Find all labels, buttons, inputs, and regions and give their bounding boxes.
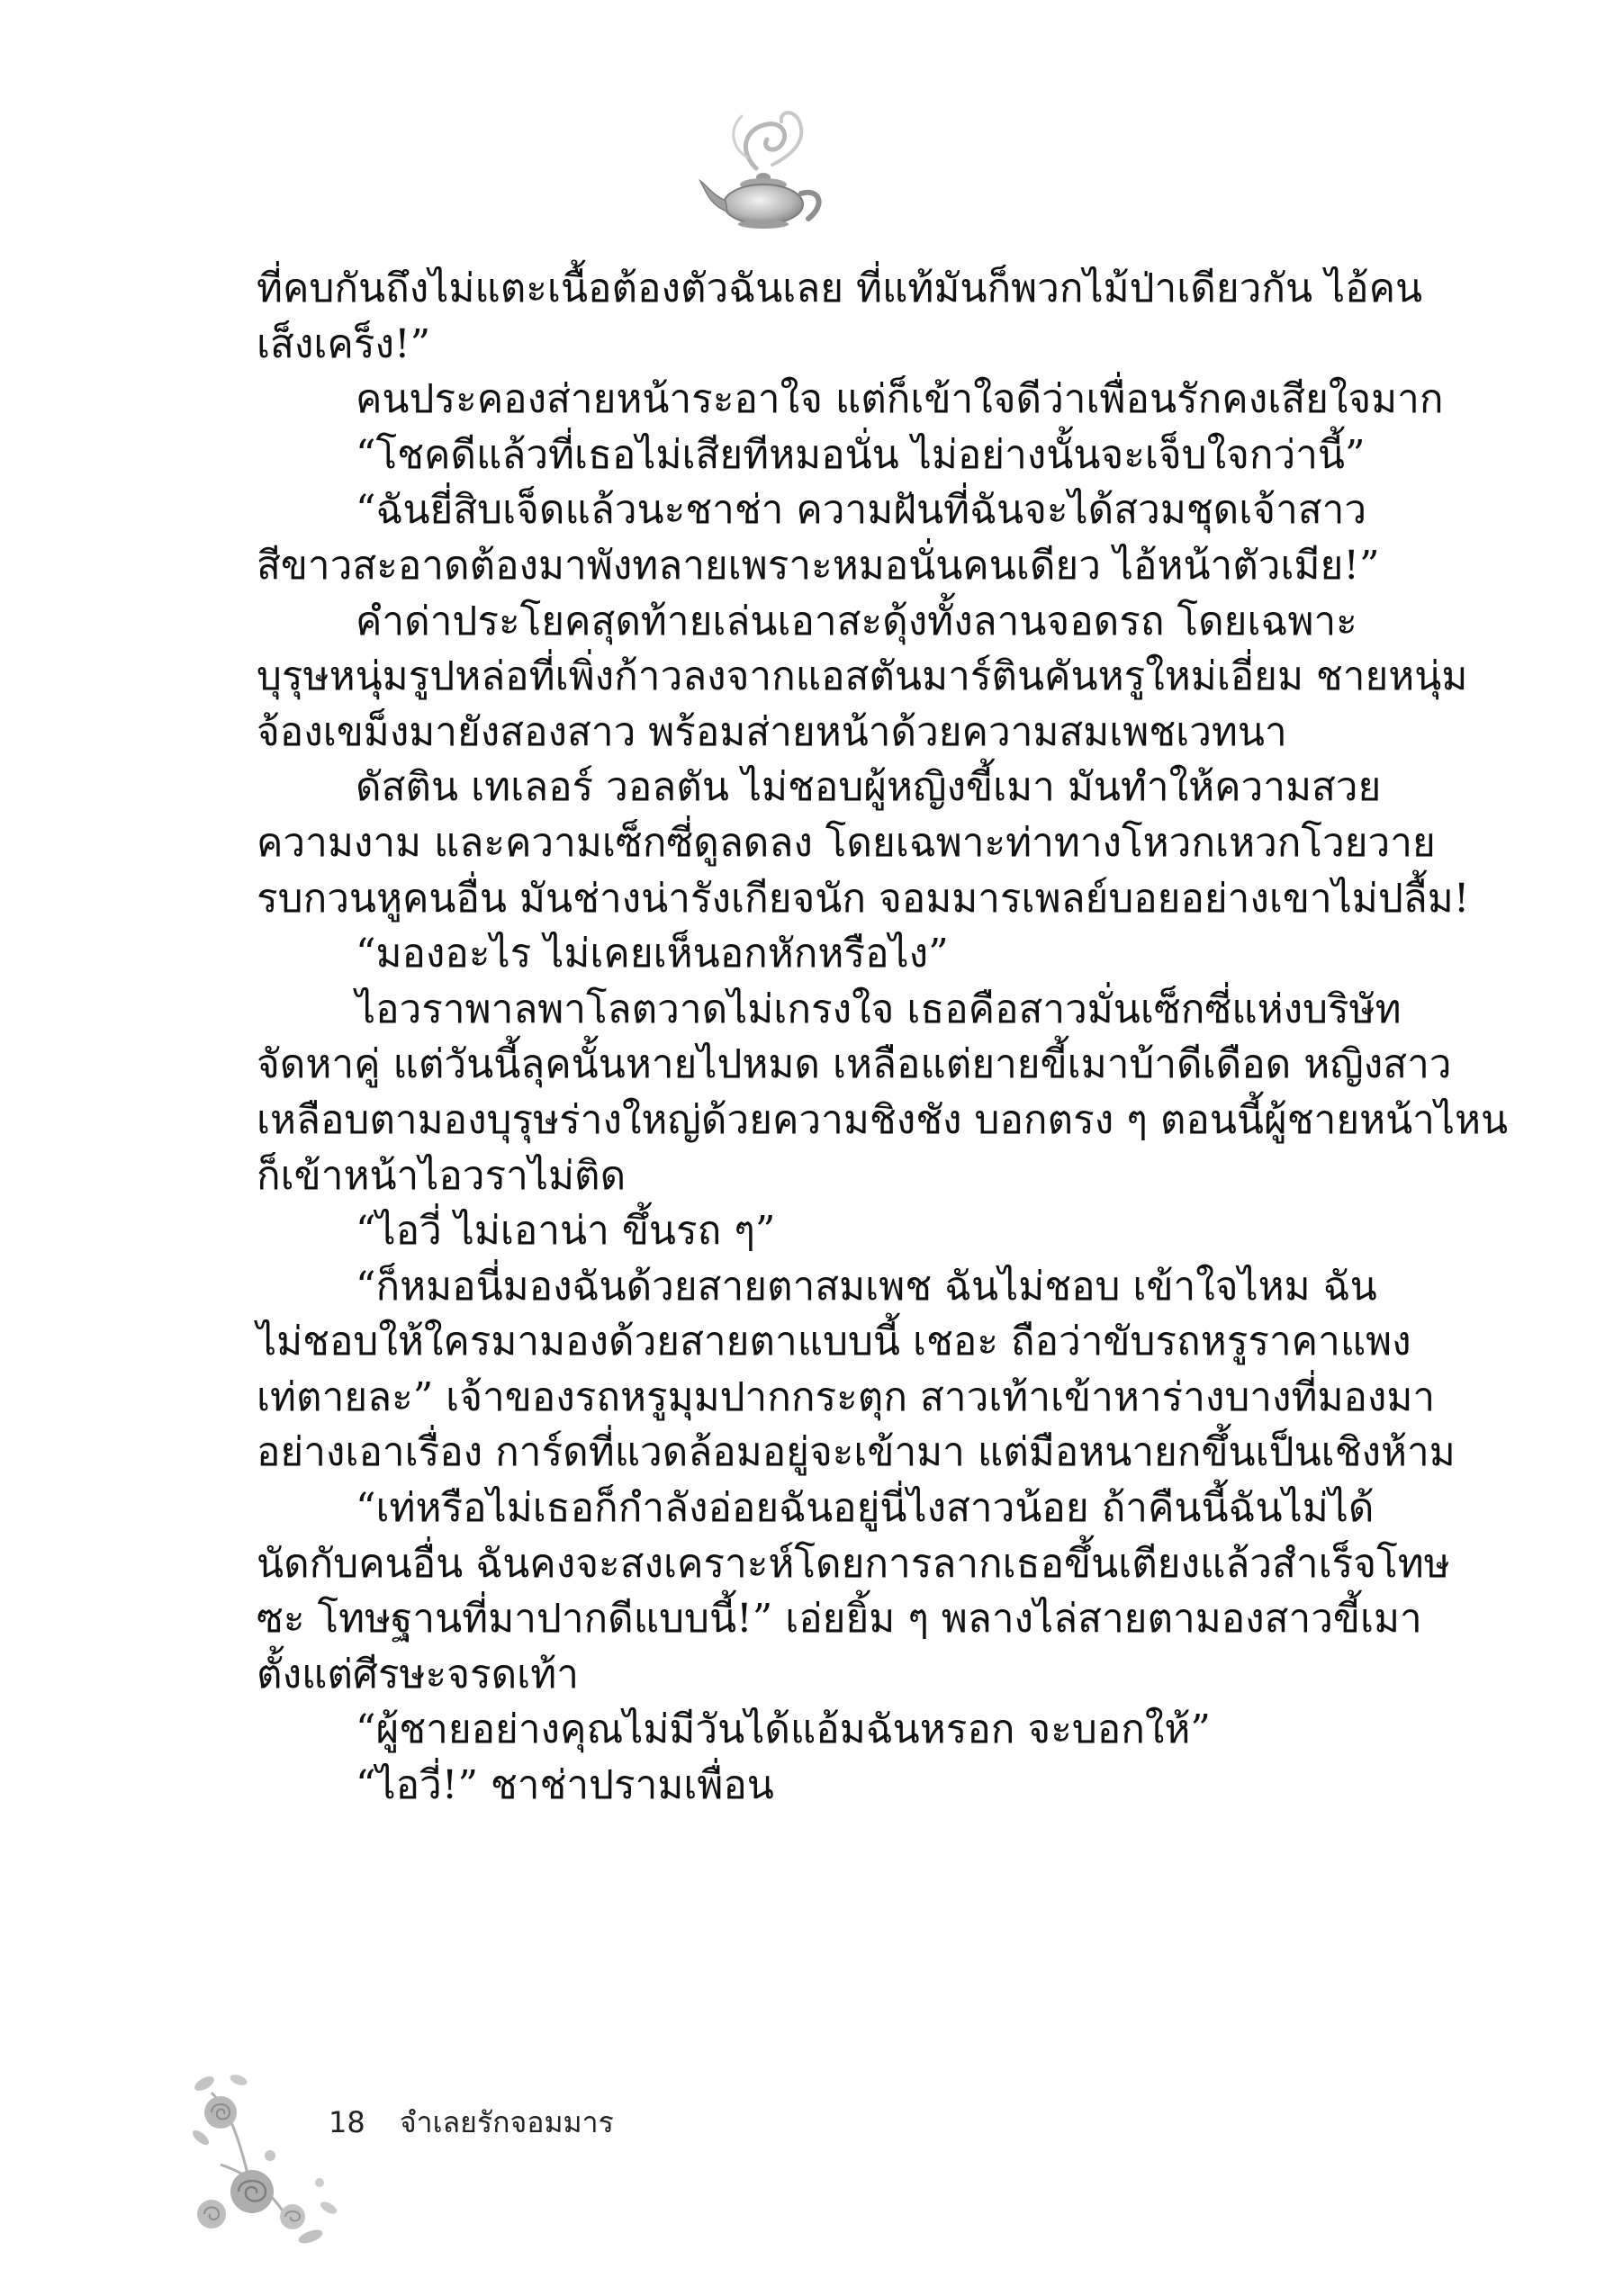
text-line: “ไอวี่!” ชาช่าปรามเพื่อน — [356, 1762, 774, 1809]
text-line: คนประคองส่ายหน้าระอาใจ แต่ก็เข้าใจดีว่าเพื่อนรักคงเสียใจมาก — [356, 376, 1444, 423]
text-line: ดัสติน เทเลอร์ วอลตัน ไม่ชอบผู้หญิงขี้เมา มันทำให้ความสวย — [356, 764, 1382, 811]
roses-icon — [185, 2057, 342, 2250]
text-line: อย่างเอาเรื่อง การ์ดที่แวดล้อมอยู่จะเข้ามา แต่มือหนายกขึ้นเป็นเชิงห้าม — [257, 1429, 1456, 1476]
text-line: จัดหาคู่ แต่วันนี้ลุคนั้นหายไปหมด เหลือแต่ยายขี้เมาบ้าดีเดือด หญิงสาว — [257, 1041, 1452, 1088]
text-line: ตั้งแต่ศีรษะจรดเท้า — [257, 1651, 579, 1697]
text-line: จ้องเขม็งมายังสองสาว พร้อมส่ายหน้าด้วยความสมเพชเวทนา — [257, 708, 1287, 755]
text-line: นัดกับคนอื่น ฉันคงจะสงเคราะห์โดยการลากเธอขึ้นเตียงแล้วสำเร็จโทษ — [257, 1540, 1450, 1587]
text-line: เส็งเคร็ง!” — [257, 320, 431, 367]
teapot-steam-icon — [693, 95, 837, 239]
text-line: “โชคดีแล้วที่เธอไม่เสียทีหมอนั่น ไม่อย่างนั้นจะเจ็บใจกว่านี้” — [356, 431, 1366, 478]
text-line: รบกวนหูคนอื่น มันช่างน่ารังเกียจนัก จอมมารเพลย์บอยอย่างเขาไม่ปลื้ม! — [257, 875, 1470, 922]
text-line: ความงาม และความเซ็กซี่ดูลดลง โดยเฉพาะท่าทางโหวกเหวกโวยวาย — [257, 819, 1436, 866]
text-line: ที่คบกันถึงไม่แตะเนื้อต้องตัวฉันเลย ที่แท้มันก็พวกไม้ป่าเดียวกัน ไอ้คน — [257, 266, 1423, 311]
text-line: เหลือบตามองบุรุษร่างใหญ่ด้วยความชิงชัง บอกตรง ๆ ตอนนี้ผู้ชายหน้าไหน — [257, 1096, 1509, 1143]
text-line: เท่ตายละ” เจ้าของรถหรูมุมปากกระตุก สาวเท้าเข้าหาร่างบางที่มองมา — [257, 1373, 1436, 1420]
text-line: สีขาวสะอาดต้องมาพังทลายเพราะหมอนั่นคนเดียว ไอ้หน้าตัวเมีย!” — [257, 542, 1380, 589]
book-title: จำเลยรักจอมมาร — [399, 2105, 614, 2139]
text-line: คำด่าประโยคสุดท้ายเล่นเอาสะดุ้งทั้งลานจอดรถ โดยเฉพาะ — [356, 598, 1357, 644]
text-line: ไอวราพาลพาโลตวาดไม่เกรงใจ เธอคือสาวมั่นเซ็กซี่แห่งบริษัท — [356, 986, 1402, 1032]
page-number: 18 — [329, 2105, 365, 2139]
text-line: ซะ โทษฐานที่มาปากดีแบบนี้!” เอ่ยยิ้ม ๆ พลางไล่สายตามองสาวขี้เมา — [257, 1596, 1422, 1643]
text-line: “ไอวี่ ไม่เอาน่า ขึ้นรถ ๆ” — [356, 1208, 776, 1255]
text-line: ก็เข้าหน้าไอวราไม่ติด — [257, 1152, 627, 1199]
text-line: “ฉันยี่สิบเจ็ดแล้วนะชาช่า ความฝันที่ฉันจะได้สวมชุดเจ้าสาว — [356, 487, 1367, 534]
body-text — [257, 261, 1509, 1814]
page-footer — [329, 2104, 614, 2140]
text-line: “ก็หมอนี่มองฉันด้วยสายตาสมเพช ฉันไม่ชอบ เข้าใจไหม ฉัน — [356, 1263, 1377, 1310]
text-line: ไม่ชอบให้ใครมามองด้วยสายตาแบบนี้ เชอะ ถือว่าขับรถหรูราคาแพง — [257, 1319, 1411, 1365]
text-line: “มองอะไร ไม่เคยเห็นอกหักหรือไง” — [356, 931, 949, 977]
text-line: บุรุษหนุ่มรูปหล่อที่เพิ่งก้าวลงจากแอสตันมาร์ตินคันหรูใหม่เอี่ยม ชายหนุ่ม — [257, 653, 1468, 700]
text-line: “ผู้ชายอย่างคุณไม่มีวันได้แอ้มฉันหรอก จะบอกให้” — [356, 1706, 1211, 1753]
text-line: “เท่หรือไม่เธอก็กำลังอ่อยฉันอยู่นี่ไงสาวน้อย ถ้าคืนนี้ฉันไม่ได้ — [356, 1485, 1375, 1532]
